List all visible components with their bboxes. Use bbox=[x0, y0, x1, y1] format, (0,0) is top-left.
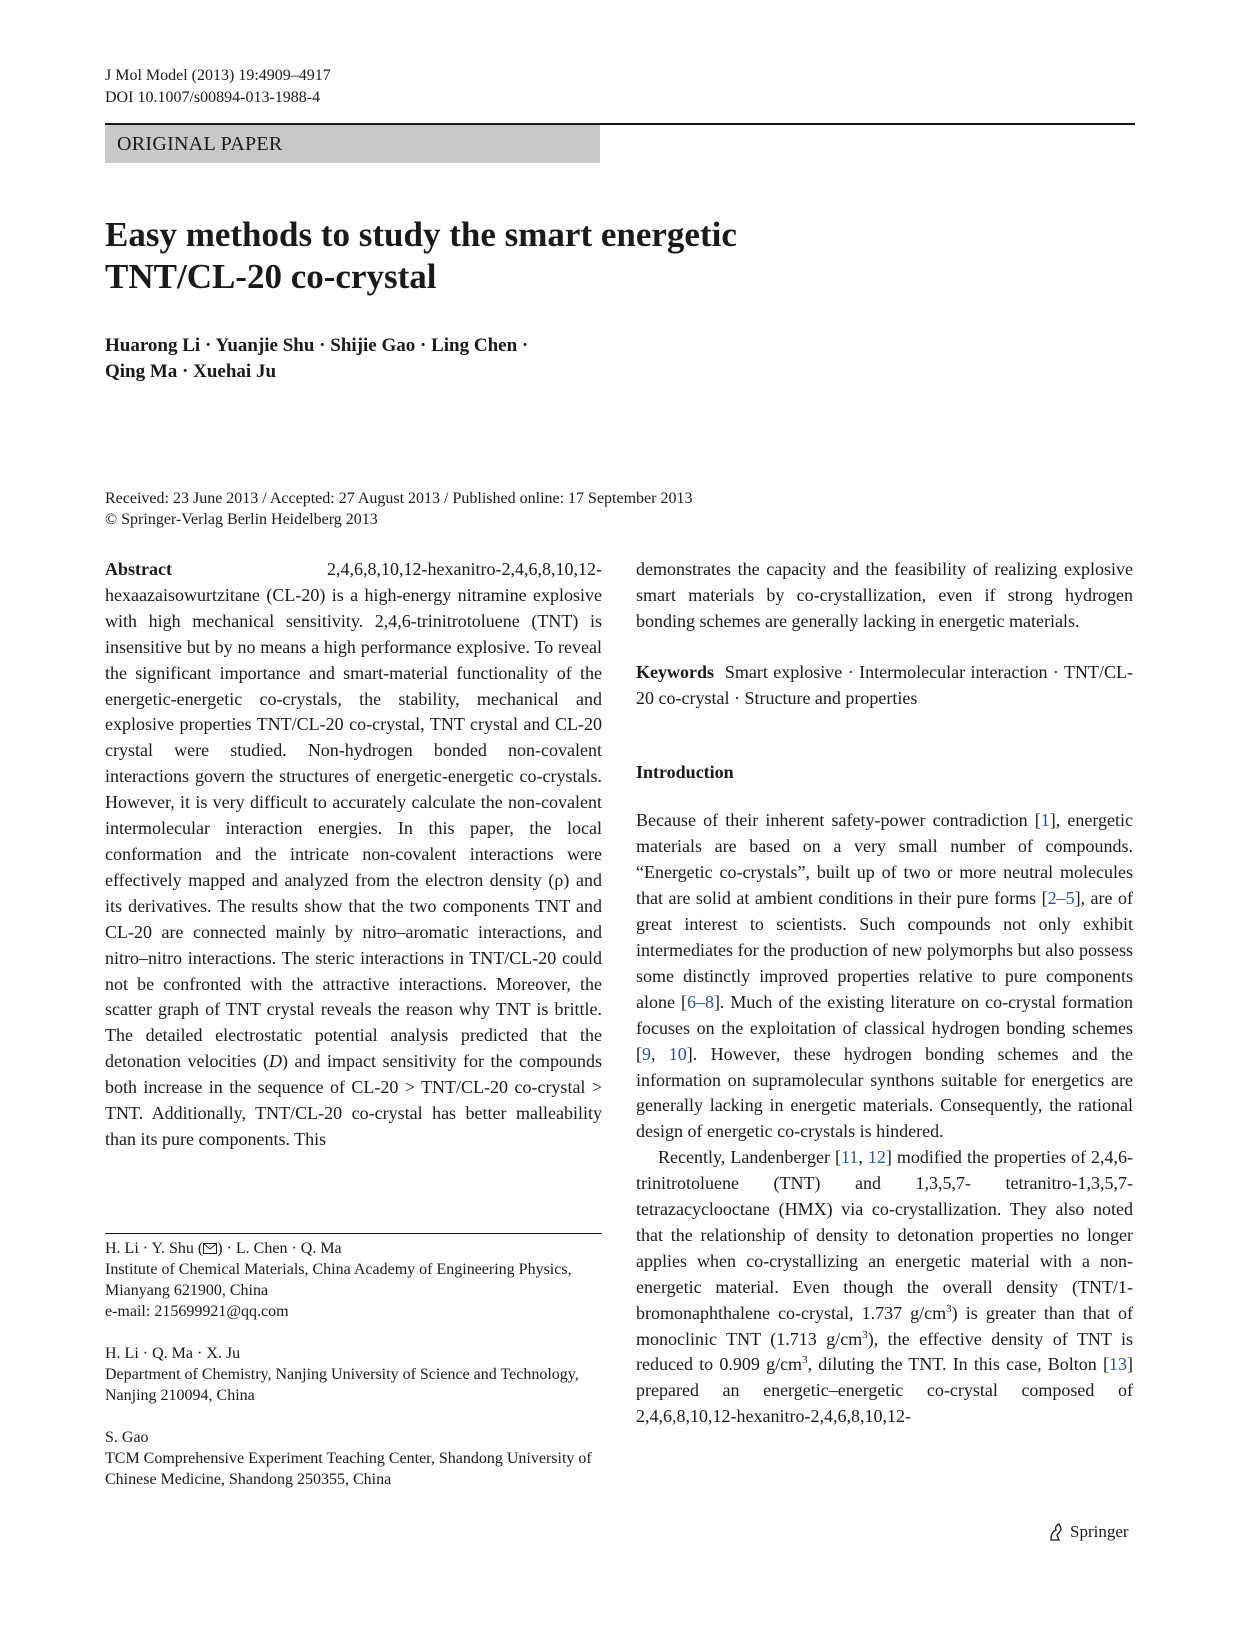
doi: DOI 10.1007/s00894-013-1988-4 bbox=[105, 89, 321, 106]
abstract-text-end: ) and impact sensitivity for the compounds both increase in the sequence of CL-20 > TNT/CL-20 co-crystal > TNT. Additionally, TNT/CL-20 co-crystal has better malleability than its pure components. This bbox=[105, 1051, 602, 1149]
citation-link[interactable]: 6–8 bbox=[686, 991, 714, 1012]
superscript: 3 bbox=[862, 1328, 868, 1341]
intro-paragraph-2 bbox=[636, 1145, 1133, 1430]
intro-p2-text: ] modified the properties of 2,4,6-trinitrotoluene (TNT) and 1,3,5,7- tetranitro-1,3,5,7-tetrazacyclooctane (HMX) via co-crystallization. They also noted that the relationship of density to detonation properties no longer applies when co-crystallizing an energetic material with a non-energetic material. Even though the overall density (TNT/1-bromonaphthalene co-crystal, 1.737 g/cm bbox=[636, 1147, 1134, 1323]
affiliation-2-names: H. Li · Q. Ma · X. Ju bbox=[105, 1345, 241, 1362]
intro-p2-text: Recently, Landenberger [ bbox=[658, 1147, 841, 1168]
abstract-symbol-d: D bbox=[268, 1051, 282, 1072]
citation-link[interactable]: 9 bbox=[642, 1043, 651, 1064]
affiliation-rule bbox=[105, 1233, 602, 1234]
intro-p1-text: ], energetic materials are based on a very small number of compounds. “Energetic co-crystals”, built up of two or more neutral molecules that are solid at ambient conditions in their pure forms [ bbox=[636, 810, 1134, 909]
affiliation-3-names: S. Gao bbox=[105, 1429, 149, 1446]
abstract-continued: demonstrates the capacity and the feasibility of realizing explosive smart materials by co-crystallization, even if strong hydrogen bonding schemes are generally lacking in energetic materials. bbox=[636, 559, 1133, 631]
intro-p2-text: ] prepared an energetic–energetic co-crystal composed of 2,4,6,8,10,12-hexanitro-2,4,6,8,10,12- bbox=[636, 1354, 1133, 1427]
history-dates: Received: 23 June 2013 / Accepted: 27 August 2013 / Published online: 17 September 2013 bbox=[105, 490, 693, 507]
intro-p2-text: , bbox=[858, 1147, 868, 1168]
left-column bbox=[105, 557, 602, 1153]
authors-line-2: Qing Ma · Xuehai Ju bbox=[105, 361, 277, 382]
affiliations bbox=[105, 1238, 602, 1511]
affiliation-2-institution: Department of Chemistry, Nanjing University of Science and Technology, Nanjing 210094, China bbox=[105, 1366, 579, 1404]
journal-citation: J Mol Model (2013) 19:4909–4917 bbox=[105, 67, 331, 84]
abstract-label: Abstract bbox=[105, 559, 172, 579]
publisher-name: Springer bbox=[1070, 1522, 1129, 1541]
intro-p1-text: Because of their inherent safety-power contradiction [ bbox=[636, 810, 1041, 831]
journal-reference bbox=[105, 65, 331, 109]
intro-p2-text: ) is greater than that of monoclinic TNT (1.713 g/cm bbox=[636, 1302, 1133, 1349]
intro-p1-text: ]. However, these hydrogen bonding schemes and the information on supramolecular synthons suitable for energetics are generally lacking in energetic materials. Consequently, the rational design of energetic co-crystals is hindered. bbox=[636, 1043, 1134, 1142]
citation-link[interactable]: 13 bbox=[1108, 1354, 1127, 1375]
keywords-label: Keywords bbox=[636, 661, 714, 682]
citation-link[interactable]: 12 bbox=[867, 1147, 886, 1168]
authors-line-1: Huarong Li · Yuanjie Shu · Shijie Gao · Ling Chen · bbox=[105, 335, 529, 356]
affiliation-1-names-post: ) · L. Chen · Q. Ma bbox=[217, 1240, 342, 1257]
citation-link[interactable]: 2–5 bbox=[1047, 888, 1075, 909]
springer-horse-icon bbox=[1048, 1522, 1064, 1542]
article-type-banner: ORIGINAL PAPER bbox=[105, 125, 600, 163]
publication-history bbox=[105, 488, 1005, 530]
keywords bbox=[636, 660, 1133, 712]
author-list bbox=[105, 333, 805, 385]
affiliation-3-institution: TCM Comprehensive Experiment Teaching Center, Shandong University of Chinese Medicine, Shandong 250355, China bbox=[105, 1450, 592, 1488]
envelope-icon bbox=[203, 1243, 217, 1254]
citation-link[interactable]: 10 bbox=[668, 1043, 687, 1064]
right-column bbox=[636, 557, 1133, 1430]
title-line-1: Easy methods to study the smart energetic bbox=[105, 215, 737, 254]
paper-title bbox=[105, 214, 905, 298]
affiliation-1 bbox=[105, 1238, 602, 1322]
affiliation-2 bbox=[105, 1343, 602, 1406]
affiliation-1-names bbox=[105, 1238, 602, 1259]
publisher-logo bbox=[1048, 1521, 1129, 1543]
intro-p2-text: ), the effective density of TNT is reduced to 0.909 g/cm bbox=[636, 1328, 1133, 1375]
intro-p1-text: ], are of great interest to scientists. Such compounds not only exhibit intermediates for the production of new polymorphs but also possess some distinctly improved properties relative to pure components alone [ bbox=[636, 888, 1133, 1012]
intro-p1-text: , bbox=[651, 1043, 669, 1064]
keywords-text: Smart explosive · Intermolecular interaction · TNT/CL-20 co-crystal · Structure and properties bbox=[636, 661, 1134, 708]
affiliation-1-names-pre: H. Li · Y. Shu ( bbox=[105, 1240, 204, 1257]
citation-link[interactable]: 11 bbox=[841, 1147, 859, 1168]
intro-p1-text: ]. Much of the existing literature on co-crystal formation focuses on the exploitation of classical hydrogen bonding schemes [ bbox=[636, 991, 1133, 1064]
affiliation-3 bbox=[105, 1427, 602, 1490]
affiliation-1-email[interactable]: e-mail: 215699921@qq.com bbox=[105, 1303, 289, 1320]
affiliation-1-institution: Institute of Chemical Materials, China Academy of Engineering Physics, Mianyang 621900, China bbox=[105, 1261, 572, 1299]
superscript: 3 bbox=[946, 1302, 952, 1315]
citation-link[interactable]: 1 bbox=[1040, 810, 1050, 831]
title-line-2: TNT/CL-20 co-crystal bbox=[105, 257, 437, 296]
copyright: © Springer-Verlag Berlin Heidelberg 2013 bbox=[105, 511, 378, 528]
introduction-heading: Introduction bbox=[636, 761, 734, 782]
abstract-text: 2,4,6,8,10,12-hexanitro-2,4,6,8,10,12-hexaazaisowurtzitane (CL-20) is a high-energy nitramine explosive with high mechanical sensitivity. 2,4,6-trinitrotoluene (TNT) is insensitive but by no means a high performance explosive. To reveal the significant importance and smart-material functionality of the energetic-energetic co-crystals, the stability, mechanical and explosive properties TNT/CL-20 co-crystal, TNT crystal and CL-20 crystal were studied. Non-hydrogen bonded non-covalent interactions govern the structures of energetic-energetic co-crystals. However, it is very difficult to accurately calculate the non-covalent intermolecular interaction energies. In this paper, the local conformation and the intricate non-covalent interactions were effectively mapped and analyzed from the electron density (ρ) and its derivatives. The results show that the two components TNT and CL-20 are connected mainly by nitro–aromatic interactions, and nitro–nitro interactions. The steric interactions in TNT/CL-20 could not be confronted with the attractive interactions. Moreover, the scatter graph of TNT crystal reveals the reason why TNT is brittle. The detailed electrostatic potential analysis predicted that the detonation velocities ( bbox=[105, 559, 602, 1072]
superscript: 3 bbox=[802, 1354, 808, 1367]
abstract bbox=[105, 557, 602, 1153]
intro-p2-text: , diluting the TNT. In this case, Bolton [ bbox=[807, 1354, 1109, 1375]
intro-paragraph-1 bbox=[636, 808, 1133, 1145]
